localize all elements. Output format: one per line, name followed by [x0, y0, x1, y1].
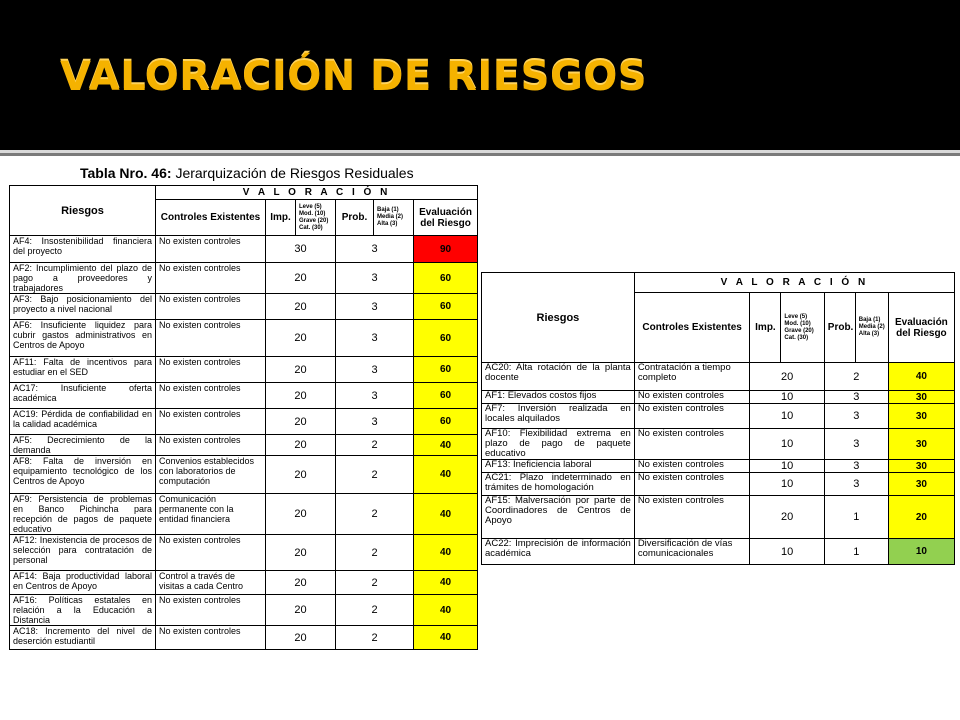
score-cell: 60 — [414, 320, 478, 357]
header-prob-scale: Baja (1) Media (2) Alta (3) — [374, 200, 414, 236]
impact-cell: 20 — [266, 595, 336, 626]
impact-cell: 10 — [750, 429, 824, 460]
score-cell: 40 — [414, 456, 478, 494]
impact-cell: 20 — [266, 383, 336, 409]
table-row — [10, 383, 478, 409]
control-cell: No existen controles — [156, 435, 266, 456]
probability-cell: 3 — [824, 460, 888, 473]
slide-header — [0, 0, 960, 150]
control-cell: No existen controles — [156, 357, 266, 383]
header-imp-scale: Leve (5) Mod. (10) Grave (20) Cat. (30) — [296, 200, 336, 236]
probability-cell: 2 — [336, 435, 414, 456]
score-cell: 30 — [888, 460, 954, 473]
risk-cell: AC17: Insuficiente oferta académica — [10, 383, 156, 409]
impact-cell: 30 — [266, 236, 336, 263]
header-imp-scale: Leve (5) Mod. (10) Grave (20) Cat. (30) — [781, 293, 824, 363]
impact-cell: 20 — [266, 494, 336, 535]
risk-cell: AF1: Elevados costos fijos — [482, 391, 635, 404]
risk-cell: AF9: Persistencia de problemas en Banco Pichincha para recepción de pagos de paquete educativo — [10, 494, 156, 535]
probability-cell: 3 — [336, 294, 414, 320]
impact-cell: 10 — [750, 404, 824, 429]
control-cell: No existen controles — [156, 409, 266, 435]
control-cell: No existen controles — [156, 294, 266, 320]
impact-cell: 20 — [266, 571, 336, 595]
table-row — [482, 363, 955, 391]
table-row — [10, 435, 478, 456]
probability-cell: 2 — [336, 626, 414, 650]
impact-cell: 20 — [266, 409, 336, 435]
risk-cell: AC20: Alta rotación de la planta docente — [482, 363, 635, 391]
probability-cell: 3 — [824, 473, 888, 496]
control-cell: No existen controles — [156, 383, 266, 409]
header-divider-dark — [0, 153, 960, 156]
score-cell: 90 — [414, 236, 478, 263]
probability-cell: 3 — [824, 404, 888, 429]
header-riesgos: Riesgos — [10, 186, 156, 236]
header-prob: Prob. — [824, 293, 855, 363]
control-cell: Contratación a tiempo completo — [634, 363, 750, 391]
control-cell: No existen controles — [634, 404, 750, 429]
probability-cell: 3 — [336, 357, 414, 383]
probability-cell: 3 — [336, 383, 414, 409]
control-cell: No existen controles — [634, 473, 750, 496]
control-cell: Control a través de visitas a cada Centro — [156, 571, 266, 595]
risk-cell: AF2: Incumplimiento del plazo de pago a proveedores y trabajadores — [10, 263, 156, 294]
impact-cell: 10 — [750, 460, 824, 473]
risk-cell: AF11: Falta de incentivos para estudiar en el SED — [10, 357, 156, 383]
table-row — [10, 294, 478, 320]
impact-cell: 20 — [266, 626, 336, 650]
risk-cell: AF7: Inversión realizada en locales alquilados — [482, 404, 635, 429]
risk-cell: AF3: Bajo posicionamiento del proyecto a nivel nacional — [10, 294, 156, 320]
table-row — [482, 460, 955, 473]
control-cell: No existen controles — [156, 626, 266, 650]
probability-cell: 2 — [336, 571, 414, 595]
score-cell: 30 — [888, 429, 954, 460]
risk-cell: AF10: Flexibilidad extrema en plazo de pago de paquete educativo — [482, 429, 635, 460]
score-cell: 60 — [414, 263, 478, 294]
score-cell: 30 — [888, 404, 954, 429]
probability-cell: 1 — [824, 496, 888, 539]
control-cell: No existen controles — [634, 391, 750, 404]
control-cell: No existen controles — [156, 263, 266, 294]
probability-cell: 1 — [824, 539, 888, 565]
impact-cell: 20 — [266, 435, 336, 456]
table-row — [10, 595, 478, 626]
risk-cell: AF6: Insuficiente liquidez para cubrir gastos administrativos en Centros de Apoyo — [10, 320, 156, 357]
risk-table-continuation — [481, 272, 955, 565]
probability-cell: 3 — [824, 391, 888, 404]
table-row — [10, 357, 478, 383]
header-imp: Imp. — [750, 293, 781, 363]
score-cell: 10 — [888, 539, 954, 565]
control-cell: Diversificación de vías comunicacionales — [634, 539, 750, 565]
score-cell: 60 — [414, 409, 478, 435]
control-cell: No existen controles — [156, 236, 266, 263]
table-row — [10, 626, 478, 650]
table-row — [10, 236, 478, 263]
score-cell: 40 — [414, 435, 478, 456]
probability-cell: 2 — [336, 595, 414, 626]
impact-cell: 20 — [266, 357, 336, 383]
risk-cell: AF13: Ineficiencia laboral — [482, 460, 635, 473]
control-cell: No existen controles — [634, 496, 750, 539]
header-controles: Controles Existentes — [156, 200, 266, 236]
control-cell: Convenios establecidos con laboratorios de computación — [156, 456, 266, 494]
table-caption-text: Jerarquización de Riesgos Residuales — [175, 165, 414, 181]
probability-cell: 2 — [824, 363, 888, 391]
risk-cell: AF4: Insostenibilidad financiera del proyecto — [10, 236, 156, 263]
impact-cell: 10 — [750, 473, 824, 496]
probability-cell: 3 — [824, 429, 888, 460]
probability-cell: 2 — [336, 535, 414, 571]
table-row — [482, 404, 955, 429]
impact-cell: 20 — [750, 496, 824, 539]
risk-cell: AC19: Pérdida de confiabilidad en la calidad académica — [10, 409, 156, 435]
risk-cell: AF16: Políticas estatales en relación a la Educación a Distancia — [10, 595, 156, 626]
score-cell: 40 — [888, 363, 954, 391]
impact-cell: 20 — [266, 294, 336, 320]
probability-cell: 2 — [336, 494, 414, 535]
risk-cell: AF12: Inexistencia de procesos de selección para contratación de personal — [10, 535, 156, 571]
risk-cell: AF15: Malversación por parte de Coordinadores de Centros de Apoyo — [482, 496, 635, 539]
table-row — [10, 456, 478, 494]
control-cell: No existen controles — [634, 429, 750, 460]
impact-cell: 20 — [266, 535, 336, 571]
table-caption-number: Tabla Nro. 46: — [80, 165, 172, 181]
table-row — [10, 494, 478, 535]
control-cell: No existen controles — [634, 460, 750, 473]
impact-cell: 20 — [266, 456, 336, 494]
table-row — [10, 535, 478, 571]
table-row — [10, 263, 478, 294]
probability-cell: 3 — [336, 236, 414, 263]
header-valoracion: V A L O R A C I Ó N — [634, 273, 954, 293]
table-row — [482, 496, 955, 539]
slide-title: VALORACIÓN DE RIESGOS — [60, 54, 648, 100]
impact-cell: 20 — [750, 363, 824, 391]
control-cell: No existen controles — [156, 595, 266, 626]
risk-cell: AF5: Decrecimiento de la demanda — [10, 435, 156, 456]
table-row — [10, 409, 478, 435]
score-cell: 30 — [888, 473, 954, 496]
score-cell: 30 — [888, 391, 954, 404]
probability-cell: 2 — [336, 456, 414, 494]
impact-cell: 10 — [750, 539, 824, 565]
risk-cell: AC18: Incremento del nivel de deserción estudiantil — [10, 626, 156, 650]
control-cell: Comunicación permanente con la entidad financiera — [156, 494, 266, 535]
risk-cell: AC22: Imprecisión de información académica — [482, 539, 635, 565]
header-riesgos: Riesgos — [482, 273, 635, 363]
table-row — [10, 571, 478, 595]
score-cell: 40 — [414, 535, 478, 571]
table-row — [482, 539, 955, 565]
header-evaluacion: Evaluación del Riesgo — [414, 200, 478, 236]
risk-cell: AF14: Baja productividad laboral en Centros de Apoyo — [10, 571, 156, 595]
probability-cell: 3 — [336, 263, 414, 294]
table-caption — [80, 165, 414, 181]
risk-cell: AF8: Falta de inversión en equipamiento tecnológico de los Centros de Apoyo — [10, 456, 156, 494]
score-cell: 60 — [414, 383, 478, 409]
score-cell: 40 — [414, 494, 478, 535]
header-prob: Prob. — [336, 200, 374, 236]
table-row — [482, 429, 955, 460]
impact-cell: 20 — [266, 320, 336, 357]
header-prob-scale: Baja (1) Media (2) Alta (3) — [855, 293, 888, 363]
score-cell: 40 — [414, 626, 478, 650]
header-evaluacion: Evaluación del Riesgo — [888, 293, 954, 363]
header-controles: Controles Existentes — [634, 293, 750, 363]
control-cell: No existen controles — [156, 320, 266, 357]
header-imp: Imp. — [266, 200, 296, 236]
risk-table-main — [9, 185, 478, 650]
probability-cell: 3 — [336, 409, 414, 435]
score-cell: 40 — [414, 595, 478, 626]
header-valoracion: V A L O R A C I Ó N — [156, 186, 478, 200]
table-row — [10, 320, 478, 357]
control-cell: No existen controles — [156, 535, 266, 571]
score-cell: 20 — [888, 496, 954, 539]
score-cell: 60 — [414, 294, 478, 320]
table-row — [482, 391, 955, 404]
probability-cell: 3 — [336, 320, 414, 357]
score-cell: 60 — [414, 357, 478, 383]
table-row — [482, 473, 955, 496]
impact-cell: 10 — [750, 391, 824, 404]
risk-cell: AC21: Plazo indeterminado en trámites de homologación — [482, 473, 635, 496]
impact-cell: 20 — [266, 263, 336, 294]
score-cell: 40 — [414, 571, 478, 595]
